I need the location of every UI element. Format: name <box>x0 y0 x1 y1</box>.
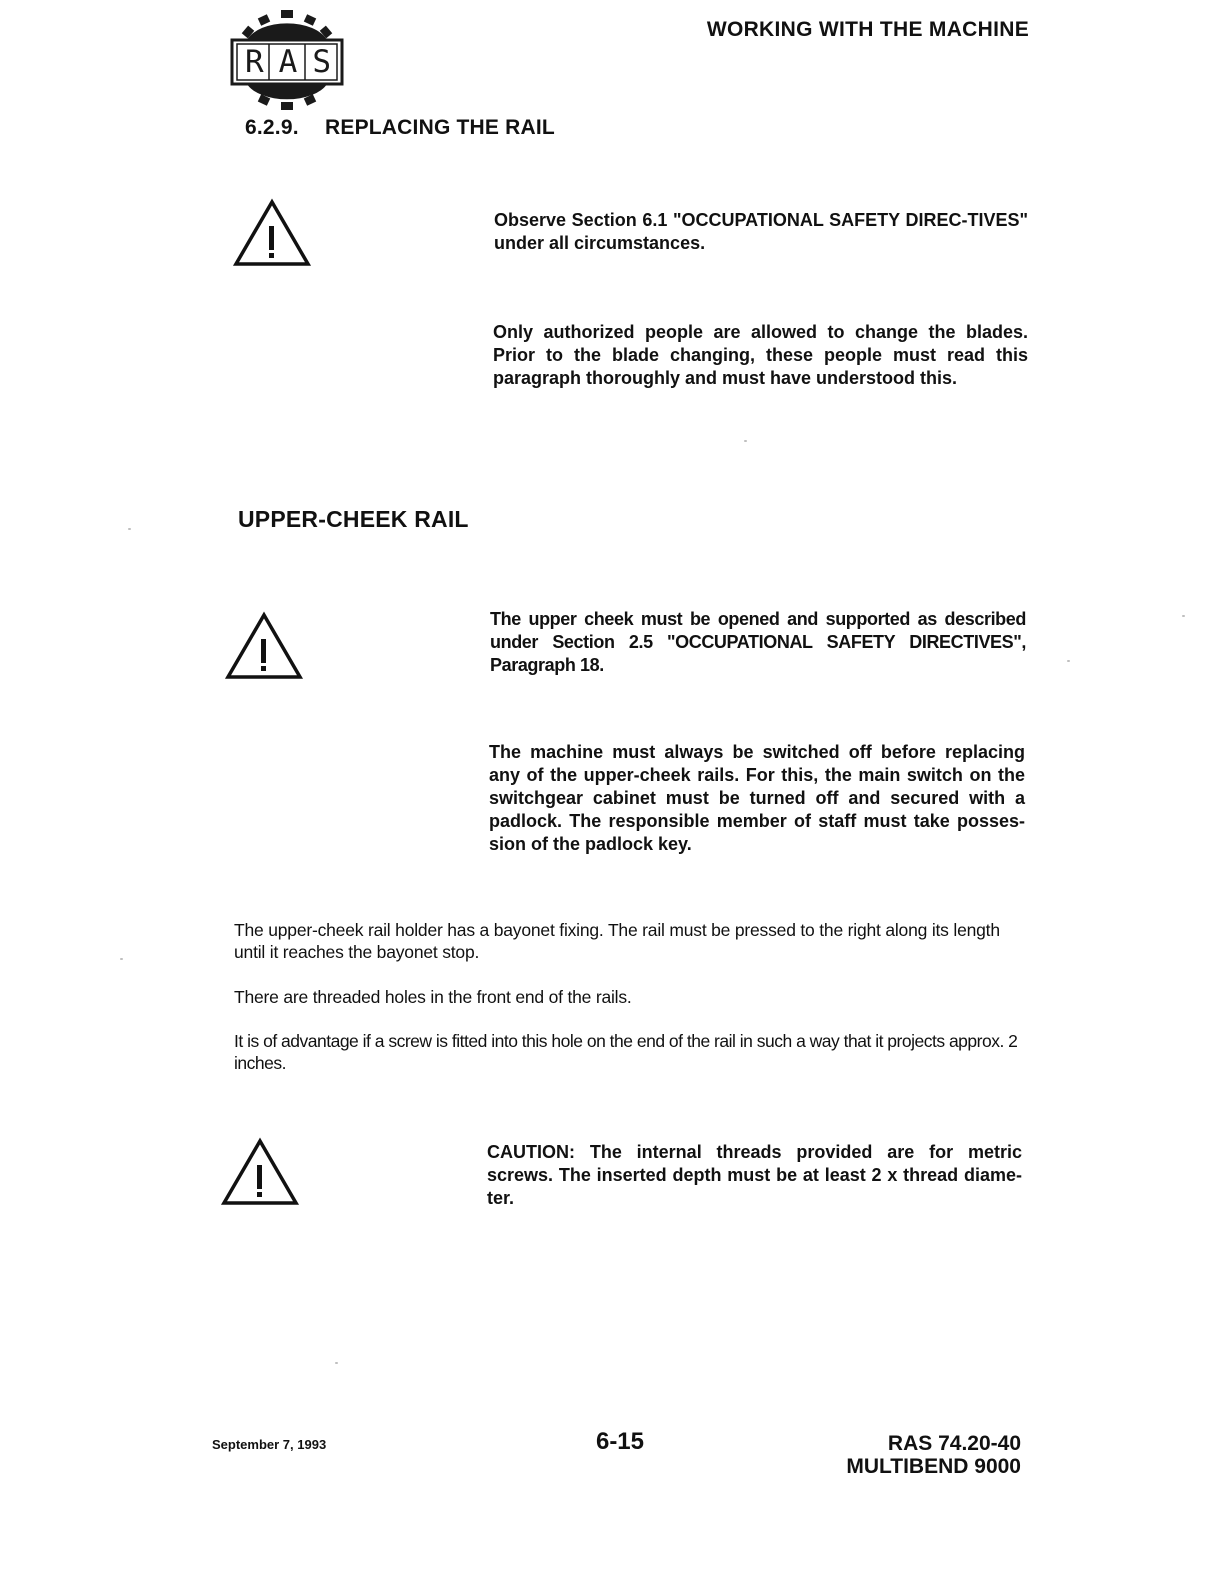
bayonet-paragraph: The upper-cheek rail holder has a bayonet fixing. The rail must be pressed to the right along its length until it reaches the bayonet stop. <box>234 920 1000 962</box>
scan-speck <box>744 440 747 442</box>
upper-cheek-rail-heading: UPPER-CHEEK RAIL <box>238 506 469 532</box>
ras-gear-logo-icon <box>229 10 345 110</box>
warning-triangle-icon <box>224 611 304 683</box>
scan-speck <box>120 958 123 960</box>
page-number: 6-15 <box>595 1428 645 1455</box>
screw-advice-paragraph: It is of advantage if a screw is fitted into this hole on the end of the rail in such a way that it projects approx. 2 inches. <box>234 1031 1018 1073</box>
section-title-text: REPLACING THE RAIL <box>325 116 555 139</box>
scan-speck <box>335 1362 338 1364</box>
doc-number: RAS 74.20-40 <box>887 1432 1021 1455</box>
safety-directive-notice: Observe Section 6.1 "OCCUPATIONAL SAFETY DIREC-TIVES" under all circumstances. <box>494 210 1028 253</box>
scan-speck <box>1182 615 1185 617</box>
authorized-people-notice: Only authorized people are allowed to change the blades. Prior to the blade changing, these people must read this paragraph thoroughly and must have understood this. <box>493 322 1028 388</box>
switch-off-notice: The machine must always be switched off before replacing any of the upper-cheek rails. For this, the main switch on the switchgear cabinet must be turned off and secured with a padlock. The responsible member of staff must take posses-sion of the padlock key. <box>489 742 1025 854</box>
caution-notice: CAUTION: The internal threads provided are for metric screws. The inserted depth must be at least 2 x thread diame-ter. <box>487 1142 1022 1208</box>
section-number: 6.2.9. <box>245 116 299 139</box>
machine-model: MULTIBEND 9000 <box>846 1455 1021 1478</box>
section-title <box>245 116 555 140</box>
footer-date: September 7, 1993 <box>212 1437 327 1452</box>
warning-triangle-icon <box>232 198 312 270</box>
running-header: WORKING WITH THE MACHINE <box>706 18 1029 41</box>
logo-text: RAS <box>245 44 346 80</box>
threaded-holes-paragraph: There are threaded holes in the front end of the rails. <box>234 987 632 1007</box>
footer-document-id <box>846 1432 1021 1478</box>
upper-cheek-support-notice: The upper cheek must be opened and supported as described under Section 2.5 "OCCUPATIONAL SAFETY DIRECTIVES", Paragraph 18. <box>490 609 1026 675</box>
warning-triangle-icon <box>220 1137 300 1209</box>
scan-speck <box>1067 660 1070 662</box>
scan-speck <box>128 528 131 530</box>
